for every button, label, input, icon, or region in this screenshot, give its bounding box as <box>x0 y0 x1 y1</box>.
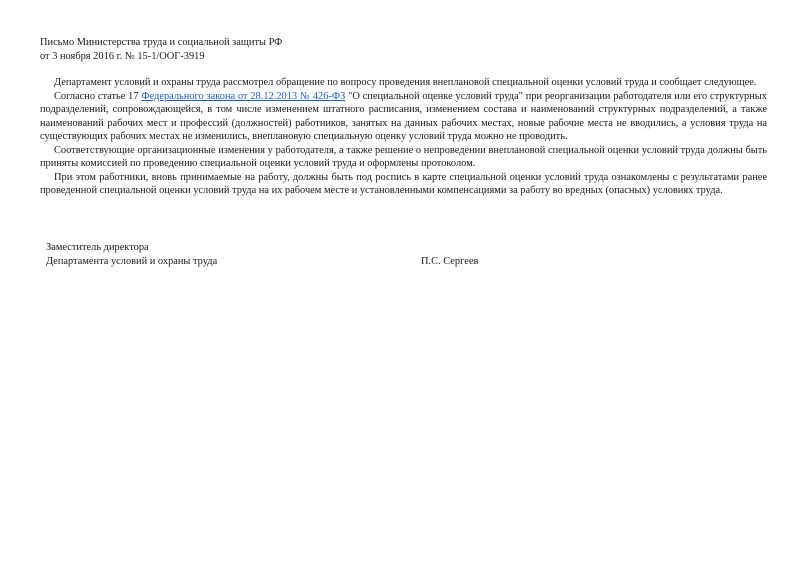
signature-position-line-2 <box>46 255 506 269</box>
document-page <box>40 36 767 198</box>
signature-block <box>46 241 506 268</box>
paragraph-2 <box>40 90 767 144</box>
document-body <box>40 76 767 198</box>
paragraph-3: Соответствующие организационные изменения у работодателя, а также решение о непроведении внеплановой специальной оценки условий труда должны быть приняты комиссией по проведению специальной оценки условий труда и оформлены протоколом. <box>40 144 767 169</box>
document-title: Письмо Министерства труда и социальной защиты РФ <box>40 37 283 48</box>
signature-position-title: Заместитель директора <box>46 242 149 253</box>
signature-position-line-1 <box>46 241 506 255</box>
federal-law-link[interactable]: Федерального закона от 28.12.2013 № 426-ФЗ <box>141 90 346 102</box>
paragraph-1: Департамент условий и охраны труда рассмотрел обращение по вопросу проведения внеплановой специальной оценки условий труда и сообщает следующее. <box>54 77 757 88</box>
document-header <box>40 36 767 63</box>
paragraph-2-intro: Согласно статье 17 <box>54 90 142 102</box>
paragraph-4: При этом работники, вновь принимаемые на работу, должны быть под роспись в карте специальной оценки условий труда ознакомлены с результатами ранее проведенной специальной оценки условий труда на их рабочем месте и установленными компенсациями за работу во вредных (опасных) условиях труда. <box>40 171 767 196</box>
document-date-number: от 3 ноября 2016 г. № 15-1/ООГ-3919 <box>40 50 205 62</box>
paragraph-2-rest: "О специальной оценке условий труда" при реорганизации работодателя или его структурных подразделений, сопровождающейся, в том числе изменением штатного расписания, изменением состава и наименований структурных подразделений, а также наименований рабочих мест и профессий (должностей) работников, занятых на данных рабочих местах, новые рабочие места не вводились, а условия труда на существующих рабочих местах не изменились, внеплановую специальную оценку условий труда можно не проводить. <box>40 90 767 142</box>
signature-department: Департамента условий и охраны труда <box>46 255 218 267</box>
signatory-name: П.С. Сергеев <box>421 255 479 267</box>
